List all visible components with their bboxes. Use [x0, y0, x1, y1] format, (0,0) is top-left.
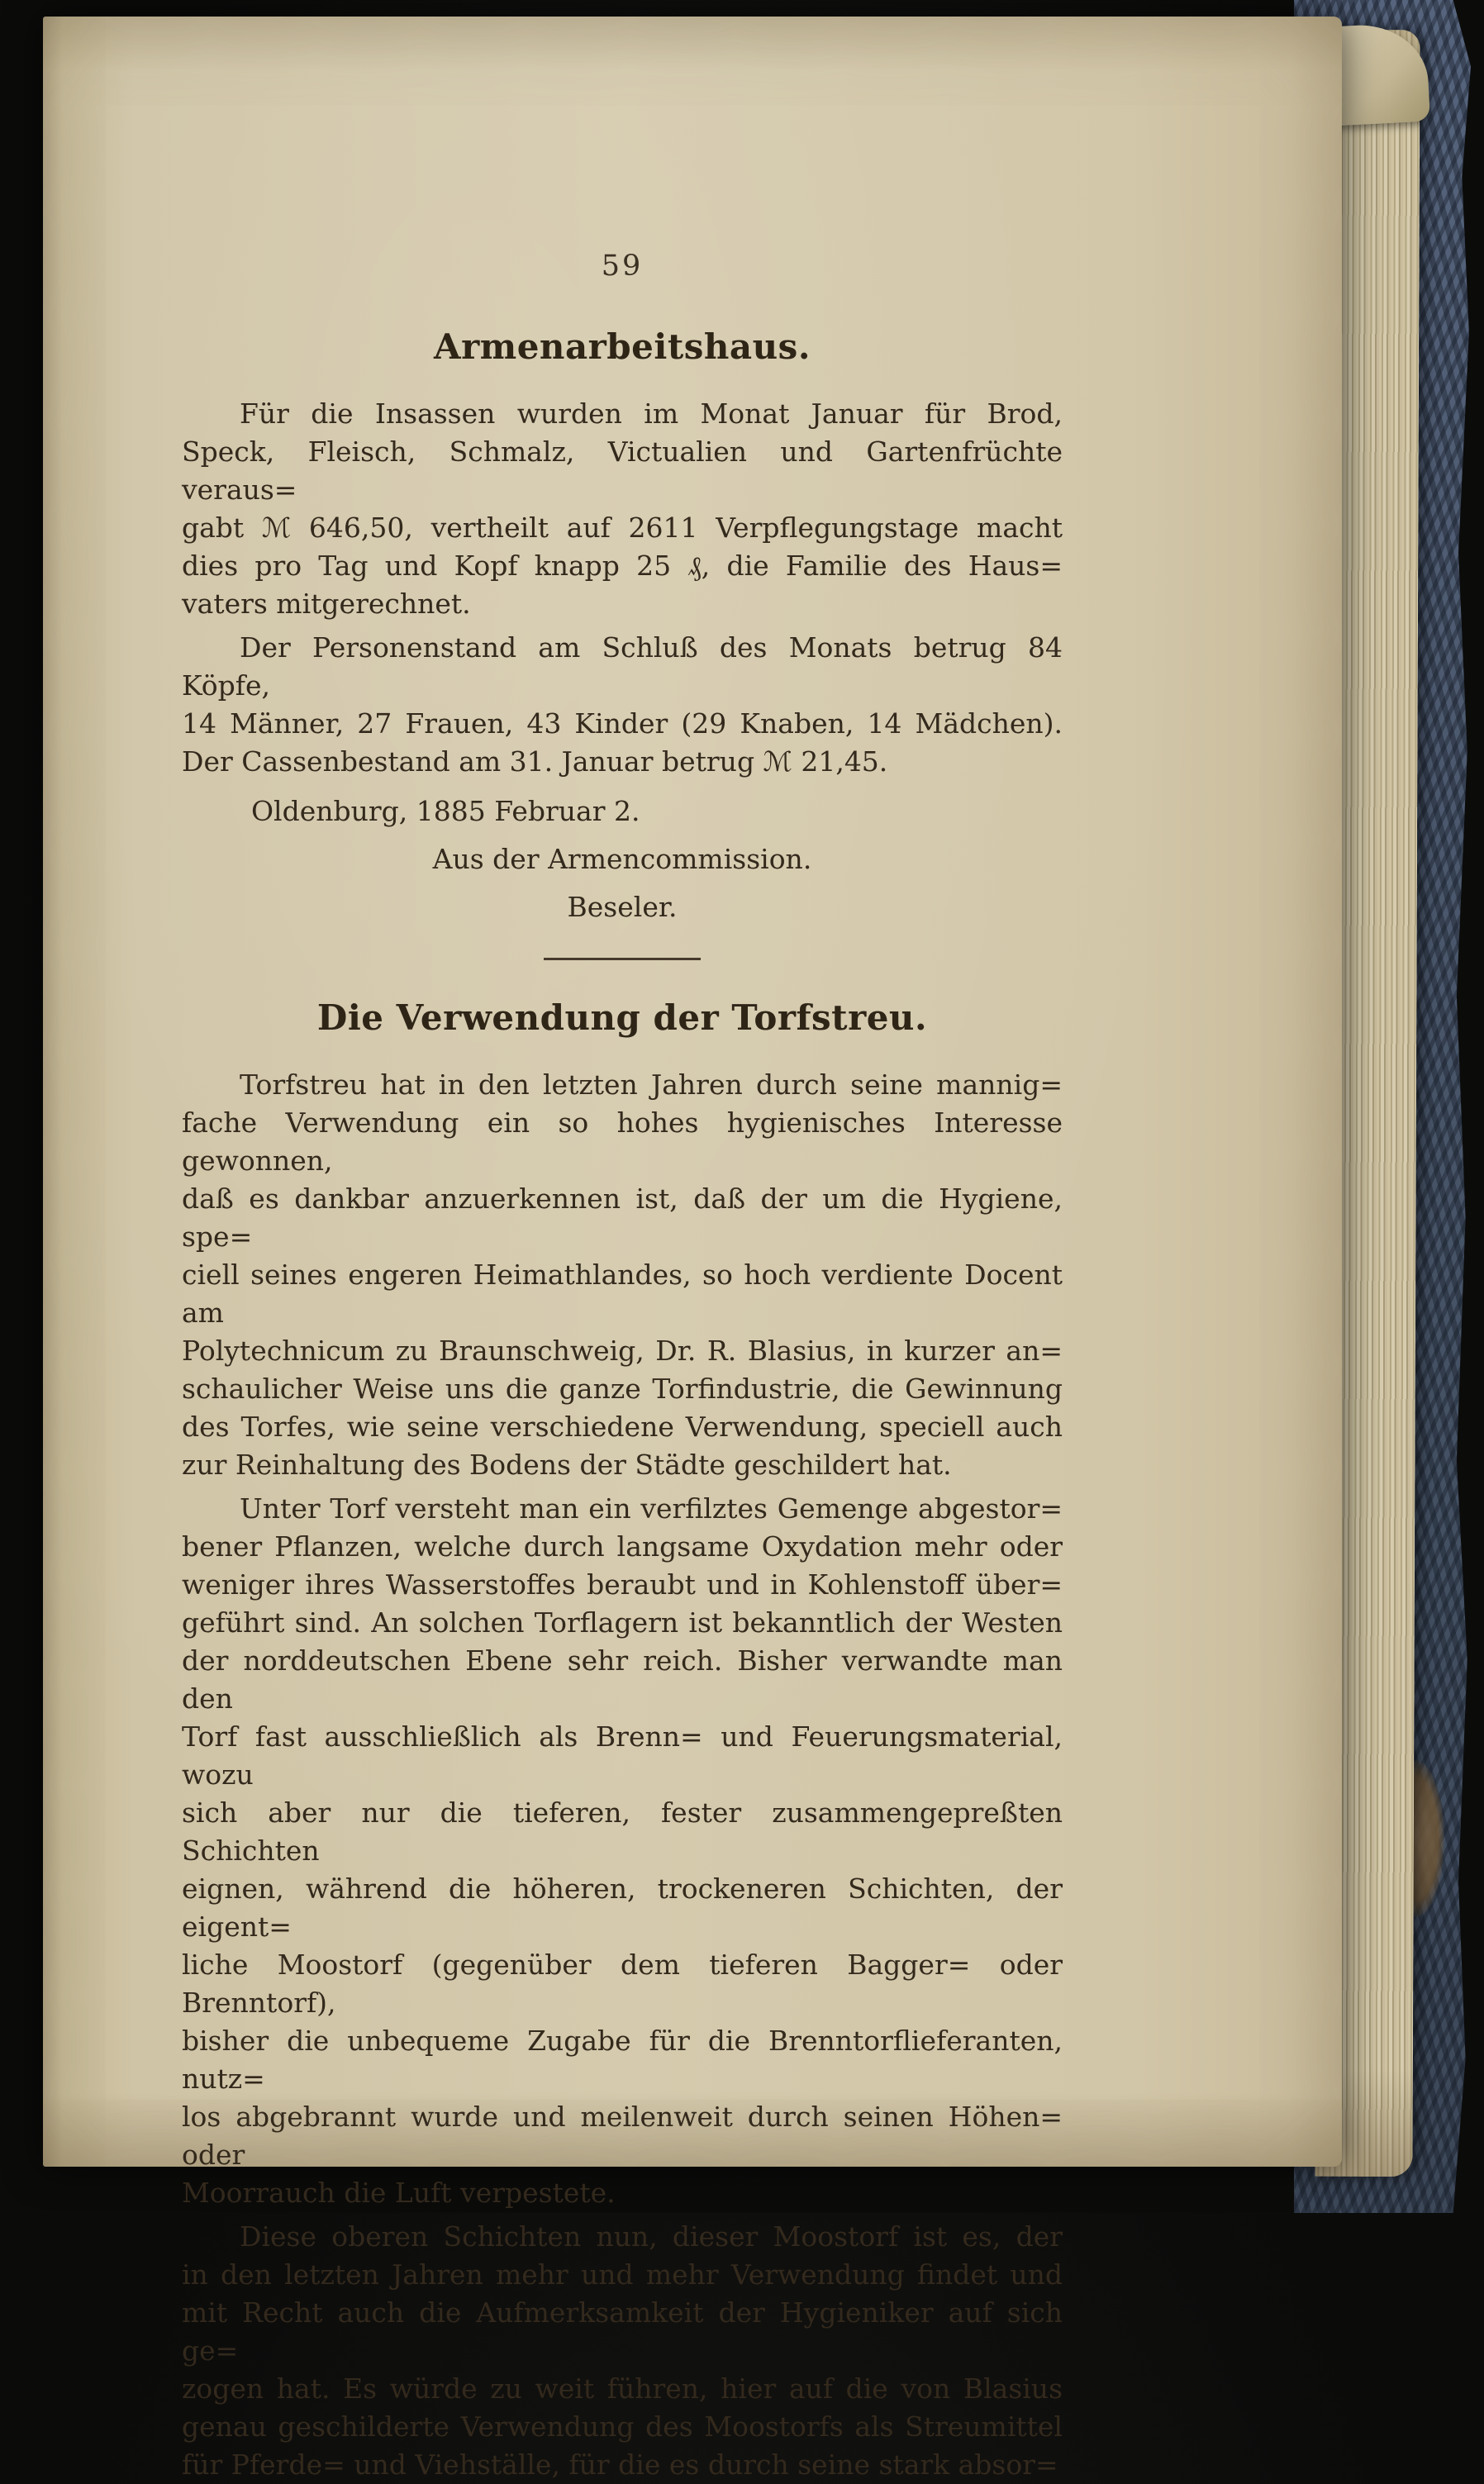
text-line: Der Personenstand am Schluß des Monats betrug 84 Köpfe,: [182, 631, 1063, 702]
text-line: Moorrauch die Luft verpestete.: [182, 2177, 616, 2209]
text-line: gabt ℳ 646,50, vertheilt auf 2611 Verpflegungstage macht: [182, 512, 1063, 544]
signature-org: Aus der Armencommission.: [432, 843, 812, 875]
text-line: los abgebrannt wurde und meilenweit durch seinen Höhen= oder: [182, 2101, 1063, 2171]
section-heading: Die Verwendung der Torfstreu.: [316, 997, 928, 1038]
section-heading: Armenarbeitshaus.: [434, 326, 811, 367]
text-line: vaters mitgerechnet.: [182, 588, 471, 620]
paragraph: [182, 1490, 1063, 2212]
paragraph: [182, 395, 1063, 623]
text-line: Torfstreu hat in den letzten Jahren durch seine mannig=: [240, 1068, 1063, 1101]
text-line: für Pferde= und Viehställe, für die es durch seine stark absor=: [182, 2448, 1058, 2481]
text-line: Polytechnicum zu Braunschweig, Dr. R. Blasius, in kurzer an=: [182, 1335, 1063, 1367]
text-line: 14 Männer, 27 Frauen, 43 Kinder (29 Knaben, 14 Mädchen).: [182, 707, 1063, 740]
text-line: genau geschilderte Verwendung des Moostorfs als Streumittel: [182, 2410, 1063, 2443]
dateline: Oldenburg, 1885 Februar 2.: [251, 795, 640, 827]
text-line: bener Pflanzen, welche durch langsame Oxydation mehr oder: [182, 1530, 1063, 1563]
text-line: Diese oberen Schichten nun, dieser Moostorf ist es, der: [240, 2220, 1063, 2253]
text-line: Unter Torf versteht man ein verfilztes Gemenge abgestor=: [240, 1492, 1063, 1525]
section-divider: [544, 958, 701, 960]
text-line: zur Reinhaltung des Bodens der Städte geschildert hat.: [182, 1449, 952, 1481]
page-number: 59: [601, 250, 644, 283]
text-line: dies pro Tag und Kopf knapp 25 ₰, die Familie des Haus=: [182, 550, 1063, 582]
text-line: zogen hat. Es würde zu weit führen, hier auf die von Blasius: [182, 2372, 1063, 2405]
paragraph: [182, 1066, 1063, 1484]
paragraph: [182, 629, 1063, 781]
text-line: mit Recht auch die Aufmerksamkeit der Hygieniker auf sich ge=: [182, 2296, 1063, 2367]
text-line: fache Verwendung ein so hohes hygienisches Interesse gewonnen,: [182, 1106, 1063, 1177]
text-line: schaulicher Weise uns die ganze Torfindustrie, die Gewinnung: [182, 1373, 1063, 1405]
text-line: liche Moostorf (gegenüber dem tieferen Bagger= oder Brenntorf),: [182, 1949, 1063, 2019]
text-block: [182, 250, 1063, 2484]
text-line: in den letzten Jahren mehr und mehr Verwendung findet und: [182, 2258, 1063, 2291]
text-line: der norddeutschen Ebene sehr reich. Bisher verwandte man den: [182, 1644, 1063, 1715]
text-line: weniger ihres Wasserstoffes beraubt und in Kohlenstoff über=: [182, 1568, 1063, 1601]
paragraph: [182, 2218, 1063, 2484]
signature-name: Beseler.: [567, 891, 678, 923]
text-line: eignen, während die höheren, trockeneren Schichten, der eigent=: [182, 1873, 1063, 1943]
text-line: ciell seines engeren Heimathlandes, so hoch verdiente Docent am: [182, 1259, 1063, 1329]
text-line: sich aber nur die tieferen, fester zusammengepreßten Schichten: [182, 1796, 1063, 1867]
text-line: geführt sind. An solchen Torflagern ist bekanntlich der Westen: [182, 1606, 1063, 1639]
text-line: des Torfes, wie seine verschiedene Verwendung, speciell auch: [182, 1411, 1063, 1443]
text-line: Speck, Fleisch, Schmalz, Victualien und Gartenfrüchte veraus=: [182, 435, 1063, 506]
text-line: bisher die unbequeme Zugabe für die Brenntorflieferanten, nutz=: [182, 2025, 1063, 2095]
text-line: daß es dankbar anzuerkennen ist, daß der um die Hygiene, spe=: [182, 1183, 1063, 1253]
text-line: Torf fast ausschließlich als Brenn= und Feuerungsmaterial, wozu: [182, 1720, 1063, 1791]
text-line: Der Cassenbestand am 31. Januar betrug ℳ 21,45.: [182, 745, 888, 778]
text-line: Für die Insassen wurden im Monat Januar für Brod,: [240, 397, 1063, 430]
scanned-page: [43, 17, 1342, 2481]
